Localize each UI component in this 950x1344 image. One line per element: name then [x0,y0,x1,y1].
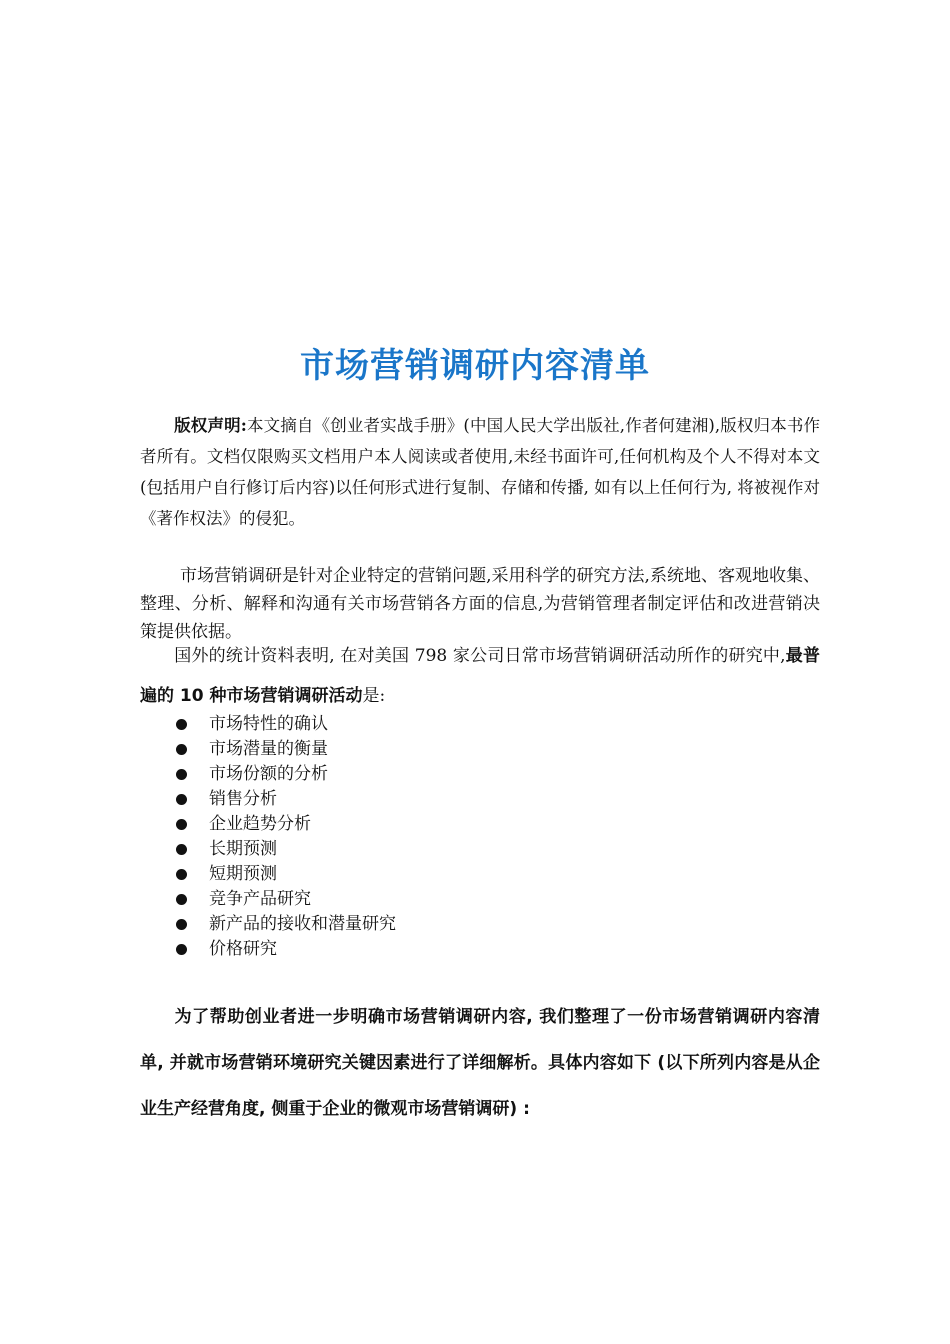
list-item [170,787,396,812]
bullet-icon [176,744,187,755]
bullet-icon [176,919,187,930]
statistics-text-before: 国外的统计资料表明, 在对美国 798 家公司日常市场营销调研活动所作的研究中, [174,646,786,666]
list-item [170,812,396,837]
closing-text: 为了帮助创业者进一步明确市场营销调研内容, 我们整理了一份市场营销调研内容清单, 并就市场营销环境研究关键因素进行了详细解析。具体内容如下 (以下所列内容是从企业生产经营角度, 侧重于企业的微观市场营销调研) : [140,1007,820,1119]
list-item [170,762,396,787]
list-item-text: 价格研究 [209,939,277,959]
intro-paragraph [140,562,820,646]
bullet-icon [176,894,187,905]
list-item-text: 企业趋势分析 [209,814,311,834]
bullet-icon [176,719,187,730]
bullet-icon [176,844,187,855]
list-item [170,912,396,937]
list-item [170,887,396,912]
list-item-text: 长期预测 [209,839,277,859]
list-item [170,712,396,737]
list-item-text: 市场特性的确认 [209,714,328,734]
copyright-lead: 版权声明: [174,416,247,435]
document-title: 市场营销调研内容清单 [300,346,650,386]
list-item [170,862,396,887]
intro-text: 市场营销调研是针对企业特定的营销问题,采用科学的研究方法,系统地、客观地收集、整理、分析、解释和沟通有关市场营销各方面的信息,为营销管理者制定评估和改进营销决策提供依据。 [140,566,820,642]
list-item [170,937,396,962]
statistics-text-after: 是: [362,686,386,706]
list-item-text: 短期预测 [209,864,277,884]
statistics-paragraph [140,636,820,716]
copyright-text: 本文摘自《创业者实战手册》(中国人民大学出版社,作者何建湘),版权归本书作者所有。文档仅限购买文档用户本人阅读或者使用,未经书面许可,任何机构及个人不得对本文(包括用户自行修订后内容)以任何形式进行复制、存储和传播, 如有以上任何行为, 将被视作对《著作权法》的侵犯。 [140,416,820,528]
bullet-icon [176,944,187,955]
list-item-text: 竞争产品研究 [209,889,311,909]
list-item [170,837,396,862]
research-activity-list [170,712,396,962]
bullet-icon [176,819,187,830]
list-item-text: 市场份额的分析 [209,764,328,784]
list-item-text: 销售分析 [209,789,277,809]
list-item [170,737,396,762]
copyright-notice [140,410,820,534]
list-item-text: 市场潜量的衡量 [209,739,328,759]
bullet-icon [176,869,187,880]
bullet-icon [176,794,187,805]
closing-paragraph [140,994,820,1132]
list-item-text: 新产品的接收和潜量研究 [209,914,396,934]
bullet-icon [176,769,187,780]
statistics-text-bold: 最普遍的 10 种市场营销调研活动 [140,646,821,706]
